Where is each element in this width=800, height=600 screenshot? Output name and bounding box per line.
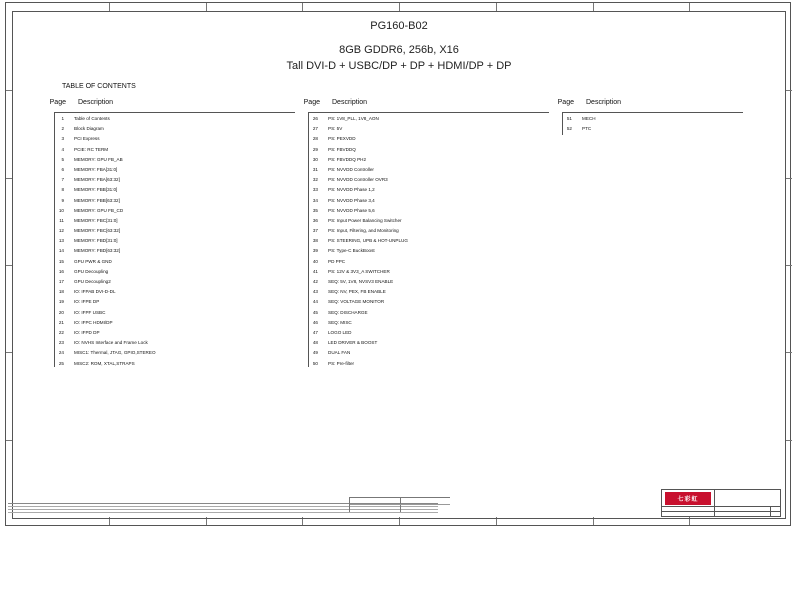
toc-page-description: PS: FBVDDQ (328, 146, 356, 152)
toc-page-description: MEMORY: GPU FB_CD (74, 207, 124, 213)
toc-row (30, 338, 260, 348)
toc-page-number: 26 (312, 116, 318, 121)
toc-page-number: 23 (58, 340, 64, 346)
toc-page-number: 48 (312, 340, 318, 346)
toc-page-number: 38 (312, 238, 318, 244)
toc-page-number: 40 (312, 258, 318, 264)
toc-row (30, 348, 260, 358)
toc-page-number: 17 (58, 279, 64, 284)
toc-page-number: 12 (58, 228, 64, 234)
toc-page-number: 39 (312, 248, 318, 254)
toc-row (30, 124, 260, 134)
toc-column-header (542, 99, 722, 111)
toc-row (284, 226, 524, 236)
toc-page-description: MEMORY: FBB[31:0] (74, 187, 118, 193)
toc-row (284, 155, 524, 165)
toc-column-header (288, 99, 528, 111)
grid-tick (786, 440, 792, 441)
toc-page-description: PS: 12V & 3V3_A SWITCHER (328, 268, 390, 274)
toc-column-1 (34, 99, 264, 366)
toc-page-description: MEMORY: FBD[63:32] (74, 248, 121, 254)
toc-page-number: 4 (61, 146, 64, 152)
toc-page-number: 36 (312, 217, 318, 223)
toc-page-description: IO: IFPE DP (74, 299, 100, 305)
page-column-label: Page (557, 99, 574, 106)
toc-row (284, 267, 524, 277)
toc-page-description: MEMORY: FBA[31:0] (74, 166, 118, 172)
toc-row (30, 246, 260, 256)
toc-row (284, 338, 524, 348)
page-column-label: Page (303, 99, 320, 106)
toc-row (284, 287, 524, 297)
toc-row (30, 216, 260, 226)
grid-tick (786, 90, 792, 91)
toc-page-description: DUAL FAN (328, 350, 351, 356)
toc-page-description: GPU PWR & GND (74, 258, 112, 264)
toc-page-number: 19 (58, 299, 64, 305)
toc-page-number: 28 (312, 136, 318, 142)
toc-row (284, 196, 524, 206)
toc-page-number: 14 (58, 248, 64, 254)
toc-column-3 (542, 99, 722, 132)
toc-row (30, 114, 260, 124)
toc-page-number: 6 (61, 166, 64, 172)
grid-tick (593, 3, 594, 11)
toc-page-number: 49 (312, 350, 318, 356)
toc-row (30, 145, 260, 155)
toc-page-number: 2 (61, 126, 64, 132)
toc-page-number: 16 (58, 268, 64, 274)
toc-page-description: PS: Pre-filter (328, 360, 355, 366)
description-column-label: Description (586, 99, 622, 106)
toc-page-number: 30 (312, 156, 318, 162)
grid-tick (6, 265, 12, 266)
toc-page-number: 44 (312, 299, 318, 305)
toc-page-number: 20 (58, 309, 64, 315)
toc-page-description: PS: FBVDDQ PH2 (328, 156, 367, 162)
grid-tick (786, 178, 792, 179)
toc-page-description: IO: NVHS Interface and Frame Lock (74, 340, 148, 346)
grid-tick (6, 90, 12, 91)
toc-page-description: PCI Express (74, 136, 100, 142)
toc-page-description: GPU Decoupling (74, 268, 109, 274)
toc-row (284, 277, 524, 287)
top-grid-ruler (12, 3, 786, 11)
memory-config: 8GB GDDR6, 256b, X16 (339, 44, 459, 56)
description-column-label: Description (332, 99, 368, 106)
grid-tick (206, 3, 207, 11)
grid-tick (6, 352, 12, 353)
toc-page-description: Block Diagram (74, 126, 104, 132)
toc-row (284, 206, 524, 216)
toc-page-number: 29 (312, 146, 318, 152)
toc-page-description: PTC (582, 126, 592, 132)
toc-row (284, 216, 524, 226)
toc-page-number: 41 (312, 268, 318, 274)
toc-page-description: PS: Type-C BuckBoost (328, 248, 375, 254)
toc-row (30, 308, 260, 318)
toc-page-description: SEQ: VOLTAGE MONITOR (328, 299, 385, 305)
toc-page-description: IO: IFPF USBC (74, 309, 106, 315)
grid-tick (109, 3, 110, 11)
grid-tick (786, 265, 792, 266)
toc-row (30, 277, 260, 287)
toc-row (284, 175, 524, 185)
toc-page-number: 24 (58, 350, 64, 356)
page-column-label: Page (49, 99, 66, 106)
output-config: Tall DVI-D + USBC/DP + DP + HDMI/DP + DP (286, 60, 512, 72)
toc-page-number: 10 (58, 207, 64, 213)
toc-page-description: PS: Input, Filtering, and Monitoring (328, 228, 399, 234)
toc-row (284, 318, 524, 328)
toc-row (30, 165, 260, 175)
toc-page-description: MEMORY: FBA[63:32] (74, 177, 120, 183)
toc-page-number: 27 (312, 126, 318, 132)
toc-page-number: 51 (566, 116, 572, 121)
toc-page-number: 3 (61, 136, 64, 142)
toc-page-number: 33 (312, 187, 318, 193)
toc-page-number: 43 (312, 289, 318, 295)
toc-page-number: 35 (312, 207, 318, 213)
toc-row (284, 145, 524, 155)
toc-row (30, 257, 260, 267)
toc-row (30, 206, 260, 216)
toc-page-description: PS: PEXVDD (328, 136, 356, 142)
toc-page-description: SEQ: DISCHARGE (328, 309, 368, 315)
grid-tick (689, 3, 690, 11)
toc-row (30, 155, 260, 165)
toc-page-description: MEMORY: FBC[63:32] (74, 228, 121, 234)
toc-row (284, 359, 524, 369)
toc-page-description: SEQ: 5V, 1V8, NVSV3 ENABLE (328, 279, 394, 284)
toc-row (30, 134, 260, 144)
toc-column-2 (288, 99, 528, 366)
toc-page-description: IO: IFPC HDMI/DP (74, 319, 113, 325)
toc-page-description: PD PPC (328, 258, 346, 264)
toc-page-description: PS: NVVDD Phase 5,6 (328, 207, 375, 213)
grid-tick (399, 3, 400, 11)
toc-page-description: LED DRIVER & BOOST (328, 340, 378, 346)
toc-row (538, 124, 718, 134)
toc-row (284, 328, 524, 338)
toc-row (30, 267, 260, 277)
grid-tick (6, 440, 12, 441)
toc-page-description: MEMORY: FBB[63:32] (74, 197, 120, 203)
toc-page-description: PS: NVVDD Phase 3,4 (328, 197, 375, 203)
toc-page-description: MISC2: ROM, XTAL,STRAPS (74, 360, 135, 366)
toc-page-number: 8 (61, 187, 64, 193)
toc-row (284, 348, 524, 358)
toc-row (538, 114, 718, 124)
toc-page-number: 22 (58, 329, 64, 335)
grid-tick (496, 3, 497, 11)
toc-row (284, 257, 524, 267)
toc-page-description: PS: NVVDD Phase 1,2 (328, 187, 375, 193)
toc-page-number: 11 (59, 217, 64, 223)
toc-page-number: 13 (58, 238, 64, 244)
board-name: PG160-B02 (370, 20, 428, 32)
toc-page-number: 9 (61, 197, 64, 203)
toc-page-description: PS: NVVDD Controller (328, 166, 374, 172)
toc-page-number: 25 (58, 360, 64, 366)
toc-row (284, 236, 524, 246)
toc-page-description: GPU Decoupling2 (74, 279, 111, 284)
toc-rows (30, 114, 260, 369)
toc-page-number: 21 (58, 319, 64, 325)
toc-row (30, 185, 260, 195)
revision-box (349, 497, 450, 512)
toc-page-description: PS: NVVDD Controller OVR3 (328, 177, 388, 183)
toc-page-number: 37 (312, 228, 318, 234)
toc-row (30, 328, 260, 338)
schematic-sheet (5, 2, 791, 526)
toc-column-header (34, 99, 264, 111)
toc-page-number: 45 (312, 309, 318, 315)
toc-page-number: 31 (312, 166, 318, 172)
toc-page-number: 34 (312, 197, 318, 203)
toc-row (30, 236, 260, 246)
toc-page-description: Table of Contents (74, 116, 110, 121)
toc-page-description: IO: IFPD DP (74, 329, 100, 335)
grid-tick (6, 178, 12, 179)
toc-page-description: LOGO LED (328, 329, 352, 335)
grid-tick (302, 3, 303, 11)
description-column-label: Description (78, 99, 114, 106)
toc-page-description: IO: IFPAB DVI-D-DL (74, 289, 116, 295)
toc-page-number: 47 (312, 329, 318, 335)
toc-row (284, 134, 524, 144)
toc-page-number: 46 (312, 319, 318, 325)
toc-row (30, 287, 260, 297)
toc-page-description: MEMORY: FBC[31:0] (74, 217, 118, 223)
toc-row (284, 114, 524, 124)
toc-page-number: 7 (61, 177, 64, 183)
toc-heading: TABLE OF CONTENTS (62, 83, 136, 90)
toc-page-number: 50 (312, 360, 318, 366)
toc-page-number: 18 (58, 289, 64, 295)
toc-page-description: MEMORY: GPU FB_AB (74, 156, 123, 162)
toc-page-description: MECH (582, 116, 596, 121)
toc-page-number: 15 (58, 258, 64, 264)
toc-row (30, 359, 260, 369)
toc-row (30, 175, 260, 185)
toc-page-description: MISC1: Thermal, JTAG, GPIO,STEREO (74, 350, 156, 356)
toc-rows (284, 114, 524, 369)
toc-page-number: 1 (61, 116, 64, 121)
toc-row (284, 165, 524, 175)
toc-page-description: PS: STEERING, UPB & HOT-UNPLUG (328, 238, 408, 244)
toc-page-description: MEMORY: FBD[31:0] (74, 238, 118, 244)
company-logo: 七彩虹 (665, 492, 711, 505)
toc-rows (538, 114, 718, 134)
toc-row (284, 185, 524, 195)
toc-page-description: PS: 1V8_PLL, 1V8_AON (328, 116, 379, 121)
toc-row (284, 246, 524, 256)
toc-row (284, 124, 524, 134)
toc-page-description: PCIE: RC TERM (74, 146, 109, 152)
toc-row (284, 308, 524, 318)
toc-page-description: SEQ: NV, PEX, FB ENABLE (328, 289, 386, 295)
title-block (661, 489, 781, 517)
toc-row (30, 297, 260, 307)
toc-row (284, 297, 524, 307)
toc-page-number: 42 (312, 279, 318, 284)
toc-page-description: SEQ: MISC (328, 319, 352, 325)
toc-row (30, 196, 260, 206)
toc-page-number: 52 (566, 126, 572, 132)
toc-row (30, 318, 260, 328)
toc-row (30, 226, 260, 236)
toc-page-description: PS: Input Power Balancing Switcher (328, 217, 402, 223)
toc-page-number: 32 (312, 177, 318, 183)
toc-page-description: PS: 5V (328, 126, 343, 132)
toc-page-number: 5 (61, 156, 64, 162)
grid-tick (786, 352, 792, 353)
